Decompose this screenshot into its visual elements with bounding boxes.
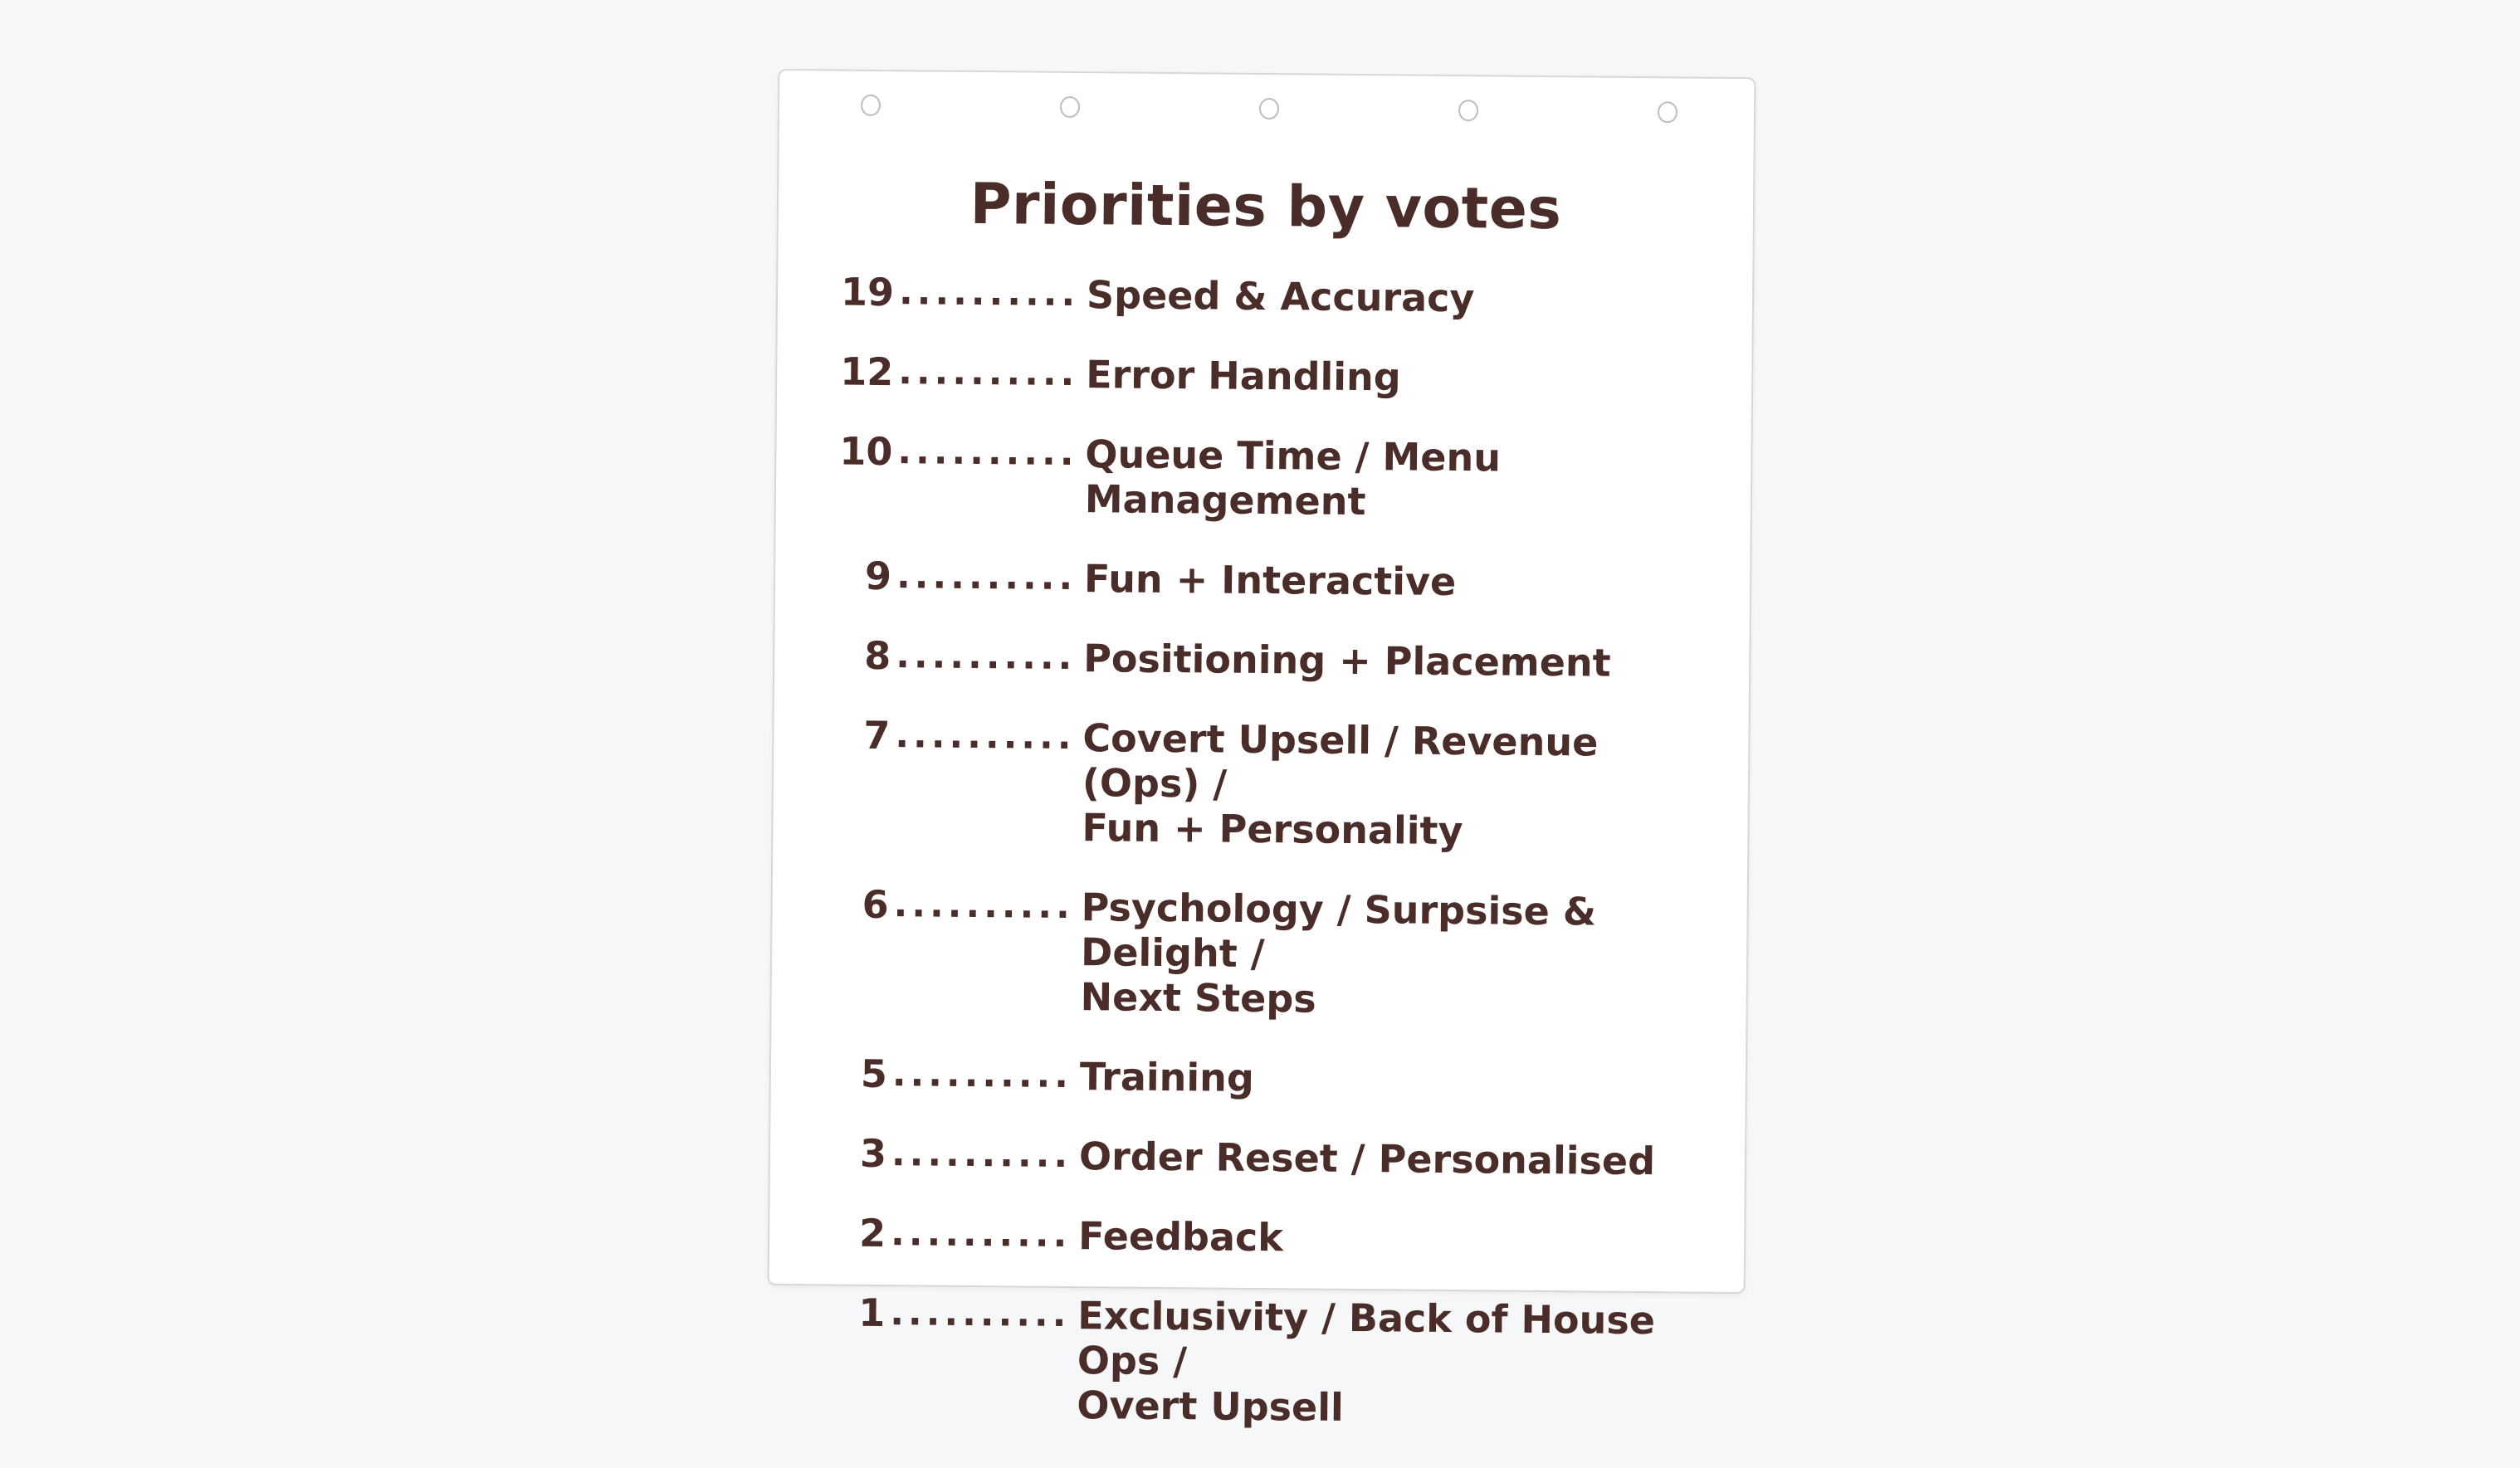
dot-leader: .......... (890, 1212, 1072, 1256)
vote-count: 10 (839, 428, 893, 475)
dot-leader: .......... (898, 271, 1080, 315)
list-item (823, 1290, 1720, 1432)
list-item (831, 429, 1728, 526)
vote-count: 19 (840, 269, 895, 315)
list-item (829, 633, 1726, 685)
priority-label: Queue Time / Menu Management (1084, 432, 1502, 524)
list-item (828, 713, 1725, 855)
priority-label: Training (1079, 1054, 1255, 1100)
priority-label: Exclusivity / Back of House Ops / Overt Upsell (1077, 1293, 1656, 1430)
dot-leader: .......... (898, 350, 1079, 395)
priority-label: Order Reset / Personalised (1078, 1134, 1656, 1184)
priority-label: Speed & Accuracy (1086, 272, 1475, 321)
vote-count: 9 (864, 553, 892, 599)
priority-list (823, 270, 1729, 1467)
list-item (826, 882, 1723, 1024)
list-item (824, 1211, 1721, 1263)
vote-count: 12 (839, 349, 894, 395)
priority-label: Positioning + Placement (1082, 636, 1611, 685)
priority-label: Feedback (1077, 1213, 1284, 1261)
list-item (832, 349, 1728, 402)
punch-hole (1658, 101, 1678, 123)
dot-leader: .......... (893, 883, 1075, 928)
dot-leader: .......... (891, 1052, 1073, 1097)
list-item (826, 1051, 1722, 1104)
punch-hole (1060, 96, 1080, 118)
list-item (833, 270, 1729, 322)
priority-label: Covert Upsell / Revenue (Ops) / Fun + Personality (1082, 715, 1599, 854)
punch-hole (861, 95, 881, 116)
dot-leader: .......... (896, 634, 1077, 679)
priority-label: Fun + Interactive (1083, 556, 1457, 605)
dot-leader: .......... (895, 714, 1076, 758)
page-title: Priorities by votes (969, 171, 1562, 243)
vote-count: 2 (858, 1210, 886, 1256)
vote-count: 7 (863, 712, 891, 758)
priority-label: Error Handling (1085, 352, 1401, 400)
vote-count: 3 (859, 1130, 887, 1177)
vote-count: 1 (858, 1290, 886, 1336)
vote-count: 5 (860, 1051, 888, 1097)
dot-leader: .......... (896, 554, 1077, 599)
punch-hole (1259, 98, 1279, 119)
punch-hole (1458, 100, 1478, 121)
list-item (825, 1131, 1722, 1183)
dot-leader: .......... (891, 1132, 1072, 1177)
dot-leader: .......... (897, 430, 1078, 475)
list-item (830, 554, 1726, 606)
flipchart-sheet (768, 69, 1756, 1430)
vote-count: 8 (864, 632, 891, 679)
dot-leader: .......... (890, 1291, 1071, 1336)
priority-label: Psychology / Surpsise & Delight / Next Steps (1080, 885, 1597, 1022)
vote-count: 6 (862, 881, 889, 928)
